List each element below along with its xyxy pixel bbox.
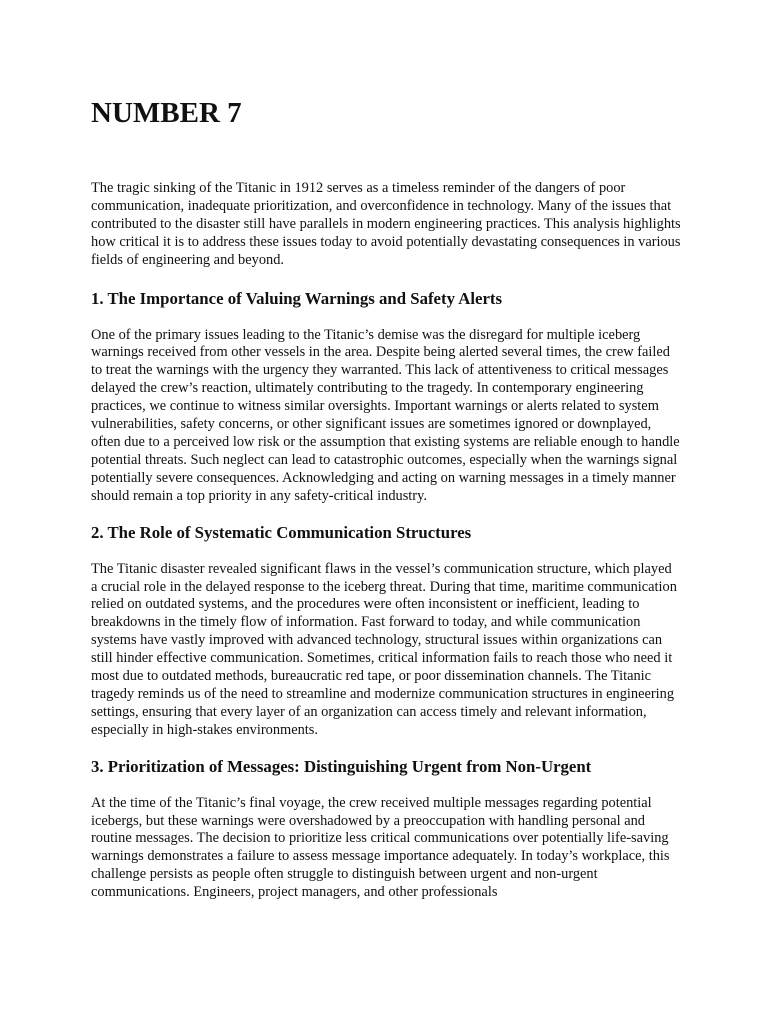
intro-paragraph: The tragic sinking of the Titanic in 1912 serves as a timeless reminder of the dangers of poor communication, inadequate prioritization, and overconfidence in technology. Many of the issues that contributed to the disaster still have parallels in modern engineering practices. This analysis highlights how critical it is to address these issues today to avoid potentially devastating consequences in various fields of engineering and beyond. <box>91 180 681 268</box>
section-heading-3: 3. Prioritization of Messages: Distinguishing Urgent from Non-Urgent <box>91 756 592 776</box>
section-heading-1: 1. The Importance of Valuing Warnings and Safety Alerts <box>91 288 503 308</box>
section-body-1: One of the primary issues leading to the Titanic’s demise was the disregard for multiple iceberg warnings received from other vessels in the area. Despite being alerted several times, the crew failed to treat the warnings with the urgency they warranted. This lack of attentiveness to critical messages delayed the crew’s reaction, ultimately contributing to the tragedy. In contemporary engineering practices, we continue to witness similar oversights. Important warnings or alerts related to system vulnerabilities, safety concerns, or other significant issues are sometimes ignored or downplayed, often due to a perceived low risk or the assumption that existing systems are reliable enough to handle potential threats. Such neglect can lead to catastrophic outcomes, especially when the warnings signal potentially severe consequences. Acknowledging and acting on warning messages in a timely manner should remain a top priority in any safety-critical industry. <box>91 326 680 504</box>
section-heading-2: 2. The Role of Systematic Communication Structures <box>91 522 472 542</box>
section-body-2: The Titanic disaster revealed significant flaws in the vessel’s communication structure, which played a crucial role in the delayed response to the iceberg threat. During that time, maritime communication relied on outdated systems, and the procedures were often inconsistent or inefficient, leading to breakdowns in the timely flow of information. Fast forward to today, and while communication systems have vastly improved with advanced technology, structural issues within organizations can still hinder effective communication. Sometimes, critical information fails to reach those who need it most due to outdated methods, bureaucratic red tape, or poor dissemination channels. The Titanic tragedy reminds us of the need to streamline and modernize communication structures in engineering settings, ensuring that every layer of an organization can access timely and relevant information, especially in high-stakes environments. <box>91 560 677 738</box>
page-title: NUMBER 7 <box>91 97 242 129</box>
document-page <box>91 96 681 902</box>
section-body-3: At the time of the Titanic’s final voyage, the crew received multiple messages regarding potential icebergs, but these warnings were overshadowed by a preoccupation with handling personal and routine messages. The decision to prioritize less critical communications over potentially life-saving warnings demonstrates a failure to assess message importance adequately. In today’s workplace, this challenge persists as people often struggle to distinguish between urgent and non-urgent communications. Engineers, project managers, and other professionals <box>91 794 670 901</box>
